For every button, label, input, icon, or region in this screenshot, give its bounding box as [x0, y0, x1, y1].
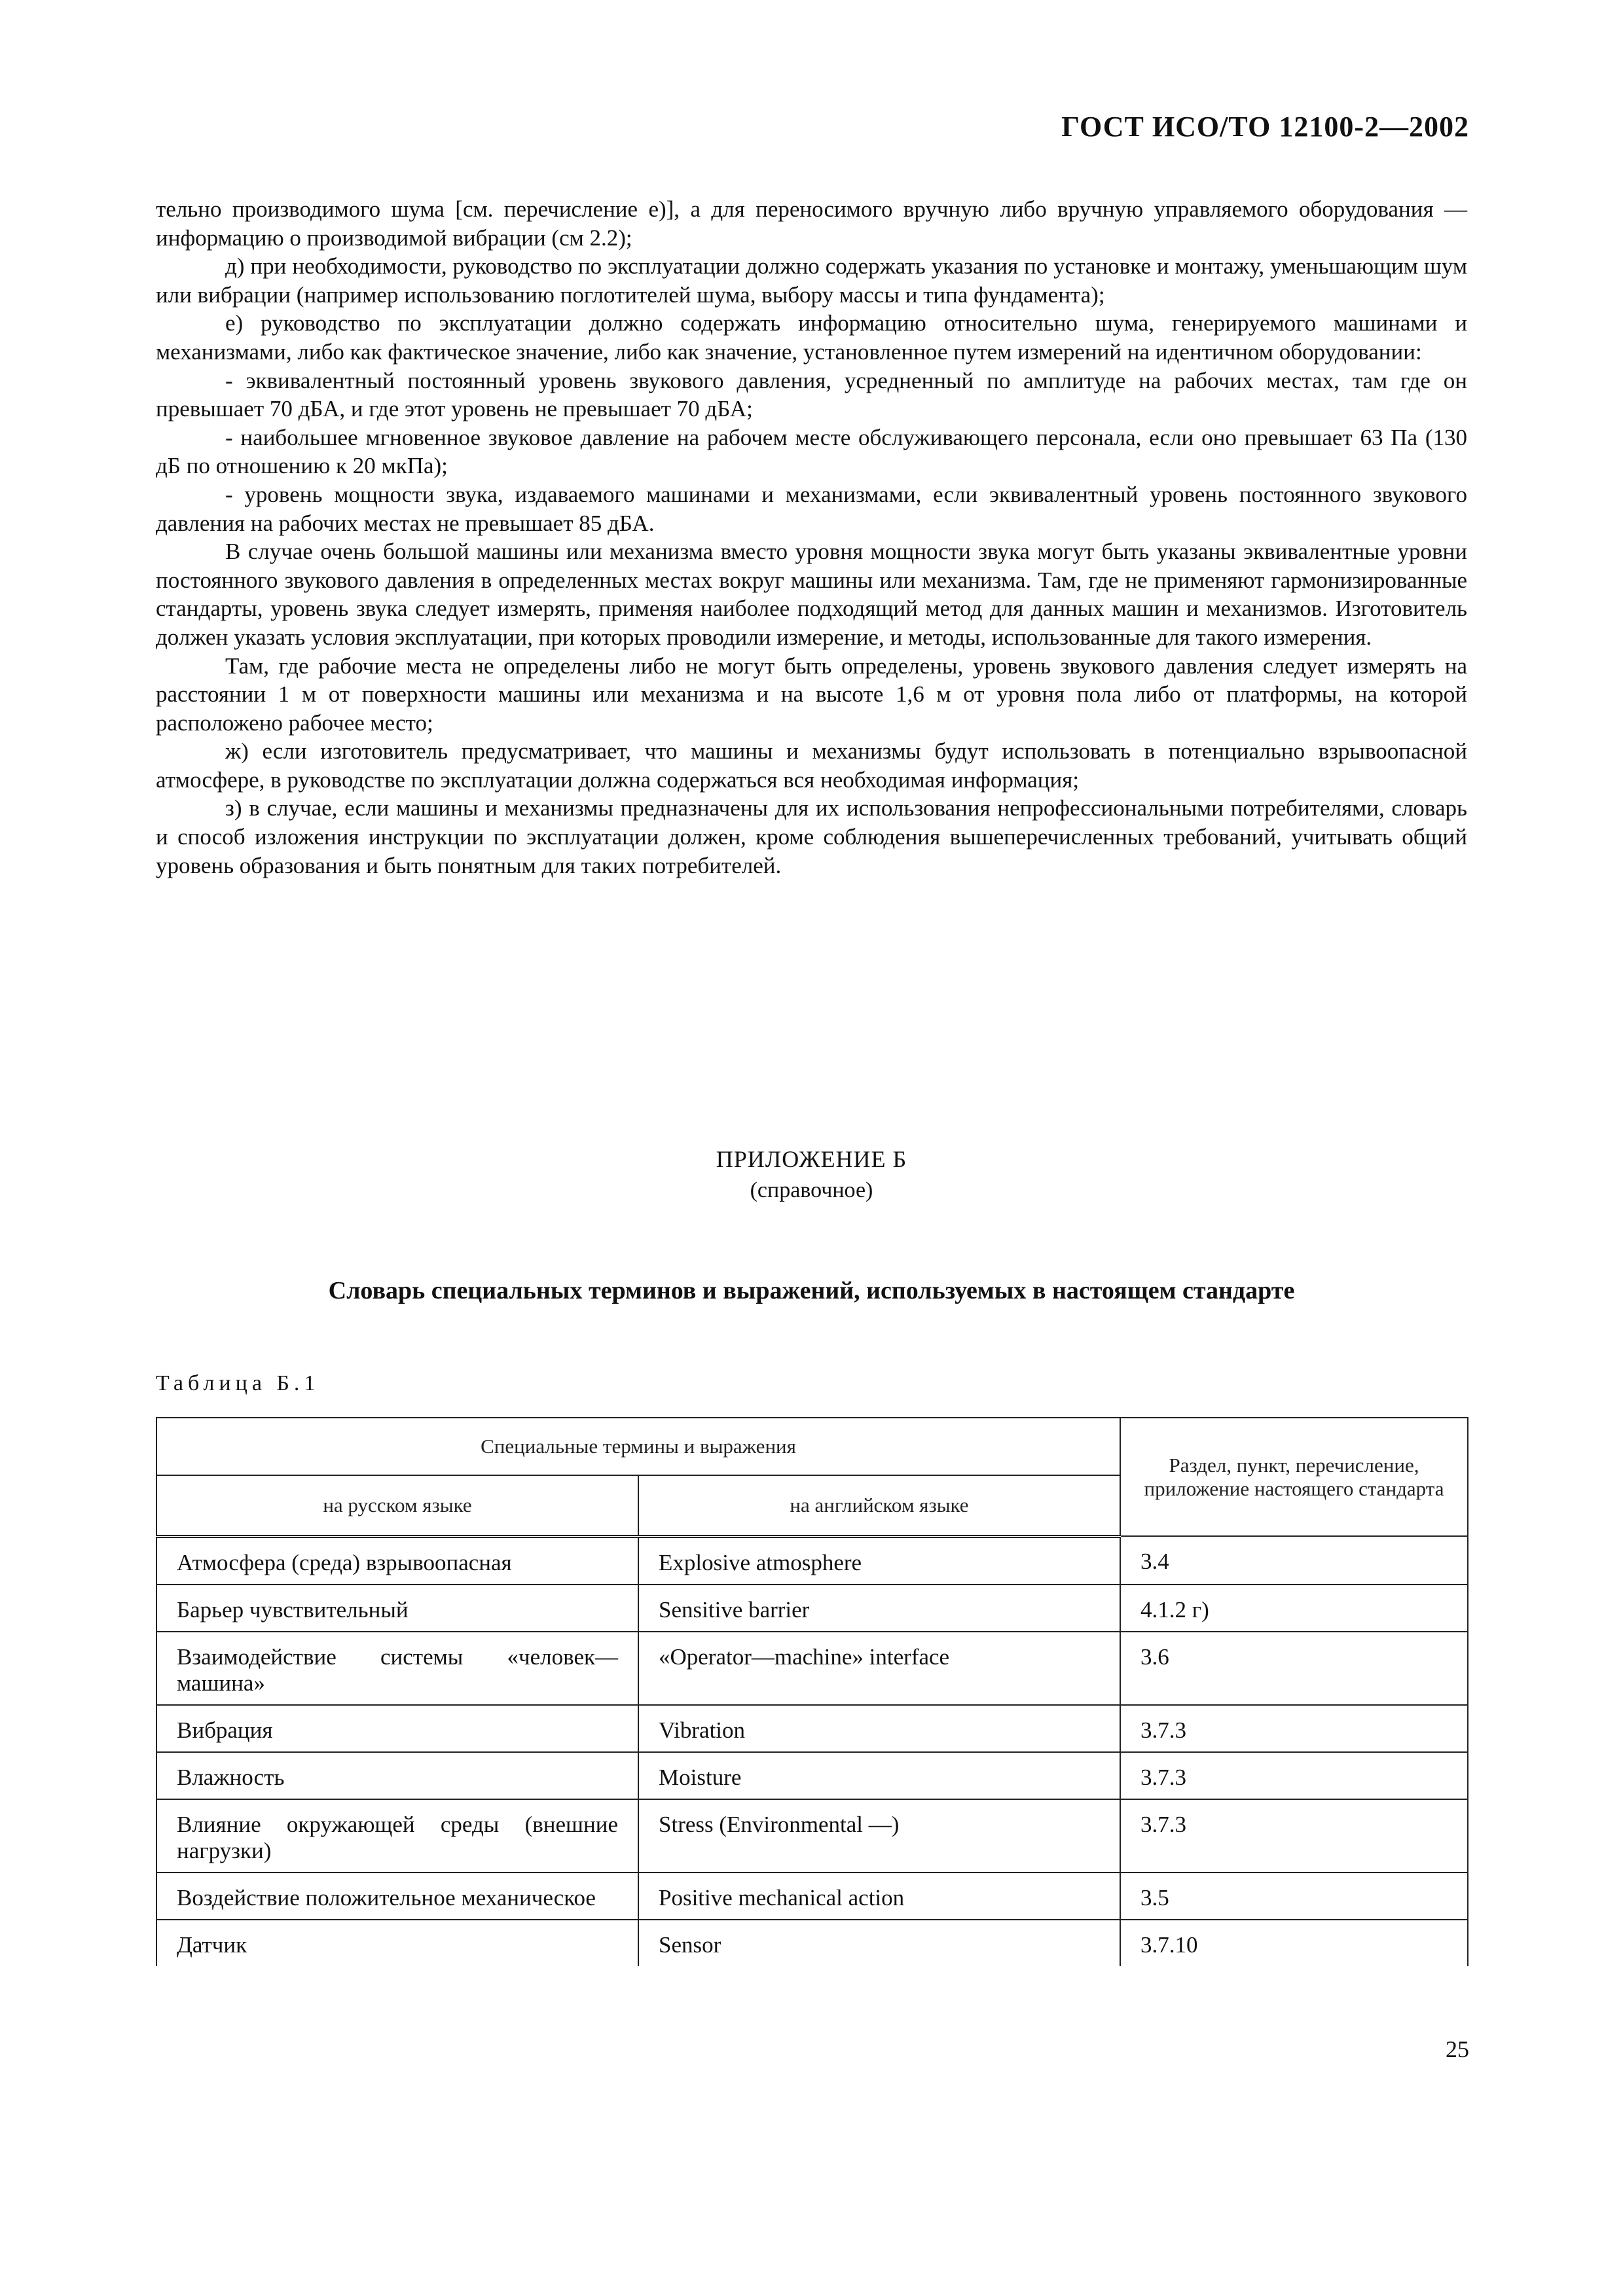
term-russian: Влажность — [156, 1752, 638, 1799]
table-row — [156, 1705, 1468, 1752]
table-row — [156, 1632, 1468, 1705]
table-row — [156, 1585, 1468, 1632]
term-english: Sensor — [638, 1920, 1120, 1966]
term-russian: Влияние окружающей среды (внешние нагрузки) — [156, 1799, 638, 1873]
table-row — [156, 1873, 1468, 1920]
term-english: Stress (Environmental —) — [638, 1799, 1120, 1873]
term-russian: Воздействие положительное механическое — [156, 1873, 638, 1920]
header-russian: на русском языке — [156, 1475, 638, 1536]
dictionary-title: Словарь специальных терминов и выражений, используемых в настоящем стандарте — [328, 1277, 1295, 1304]
table-row — [156, 1920, 1468, 1966]
term-english: Sensitive barrier — [638, 1585, 1120, 1632]
page-number: 25 — [1446, 2036, 1469, 2062]
appendix-subtitle: (справочное) — [750, 1178, 873, 1202]
term-reference: 3.6 — [1120, 1632, 1468, 1705]
term-russian: Вибрация — [156, 1705, 638, 1752]
term-reference: 3.7.3 — [1120, 1705, 1468, 1752]
term-russian: Датчик — [156, 1920, 638, 1966]
paragraph: - уровень мощности звука, издаваемого машинами и механизмами, если эквивалентный уровень постоянного звукового давления на рабочих местах не превышает 85 дБА. — [156, 481, 1467, 536]
term-reference: 3.5 — [1120, 1873, 1468, 1920]
header-english: на английском языке — [638, 1475, 1120, 1536]
header-section: Раздел, пункт, перечисление, приложение настоящего стандарта — [1120, 1418, 1468, 1536]
term-russian: Атмосфера (среда) взрывоопасная — [156, 1536, 638, 1585]
paragraph: Там, где рабочие места не определены либо не могут быть определены, уровень звукового давления следует измерять на расстоянии 1 м от поверхности машины или механизма и на высоте 1,6 м от уровня пола либо от платформы, на которой расположено рабочее место; — [156, 653, 1467, 736]
table-row — [156, 1752, 1468, 1799]
term-english: Moisture — [638, 1752, 1120, 1799]
paragraph: д) при необходимости, руководство по эксплуатации должно содержать указания по установке и монтажу, уменьшающим шум или вибрации (например использованию поглотителей шума, выбору массы и типа фундамента); — [156, 253, 1467, 308]
table-row — [156, 1536, 1468, 1585]
paragraph: - наибольшее мгновенное звуковое давление на рабочем месте обслуживающего персонала, если оно превышает 63 Па (130 дБ по отношению к 20 мкПа); — [156, 424, 1467, 479]
term-reference: 4.1.2 г) — [1120, 1585, 1468, 1632]
body-text — [156, 195, 1467, 880]
paragraph: ж) если изготовитель предусматривает, что машины и механизмы будут использовать в потенциально взрывоопасной атмосфере, в руководстве по эксплуатации должна содержаться вся необходимая информация; — [156, 738, 1467, 793]
paragraph: з) в случае, если машины и механизмы предназначены для их использования непрофессиональными потребителями, словарь и способ изложения инструкции по эксплуатации должен, кроме соблюдения вышеперечисленных требований, учитывать общий уровень образования и быть понятным для таких потребителей. — [156, 795, 1467, 878]
header-terms: Специальные термины и выражения — [156, 1418, 1120, 1475]
paragraph: е) руководство по эксплуатации должно содержать информацию относительно шума, генерируемого машинами и механизмами, либо как фактическое значение, либо как значение, установленное путем измерений на идентичном оборудовании: — [156, 310, 1467, 365]
paragraph: - эквивалентный постоянный уровень звукового давления, усредненный по амплитуде на рабочих местах, там где он превышает 70 дБА, и где этот уровень не превышает 70 дБА; — [156, 367, 1467, 422]
term-english: «Operator—machine» interface — [638, 1632, 1120, 1705]
term-english: Explosive atmosphere — [638, 1536, 1120, 1585]
term-russian: Барьер чувствительный — [156, 1585, 638, 1632]
table-row — [156, 1799, 1468, 1873]
paragraph: В случае очень большой машины или механизма вместо уровня мощности звука могут быть указаны эквивалентные уровни постоянного звукового давления в определенных местах вокруг машины или механизма. Там, где не применяют гармонизированные стандарты, уровень звука следует измерять, применяя наиболее подходящий метод для данных машин и механизмов. Изготовитель должен указать условия эксплуатации, при которых проводили измерение, и методы, использованные для такого измерения. — [156, 539, 1467, 650]
term-reference: 3.4 — [1120, 1536, 1468, 1585]
terms-table — [156, 1417, 1468, 1966]
term-reference: 3.7.3 — [1120, 1799, 1468, 1873]
term-reference: 3.7.10 — [1120, 1920, 1468, 1966]
document-header: ГОСТ ИСО/ТО 12100-2—2002 — [1061, 111, 1469, 143]
appendix-title: ПРИЛОЖЕНИЕ Б — [716, 1146, 907, 1172]
term-english: Vibration — [638, 1705, 1120, 1752]
term-reference: 3.7.3 — [1120, 1752, 1468, 1799]
paragraph: тельно производимого шума [см. перечисление е)], а для переносимого вручную либо вручную управляемого оборудования — информацию о производимой вибрации (см 2.2); — [156, 196, 1467, 251]
table-caption: Таблица Б.1 — [156, 1371, 320, 1395]
term-russian: Взаимодействие системы «человек—машина» — [156, 1632, 638, 1705]
term-english: Positive mechanical action — [638, 1873, 1120, 1920]
